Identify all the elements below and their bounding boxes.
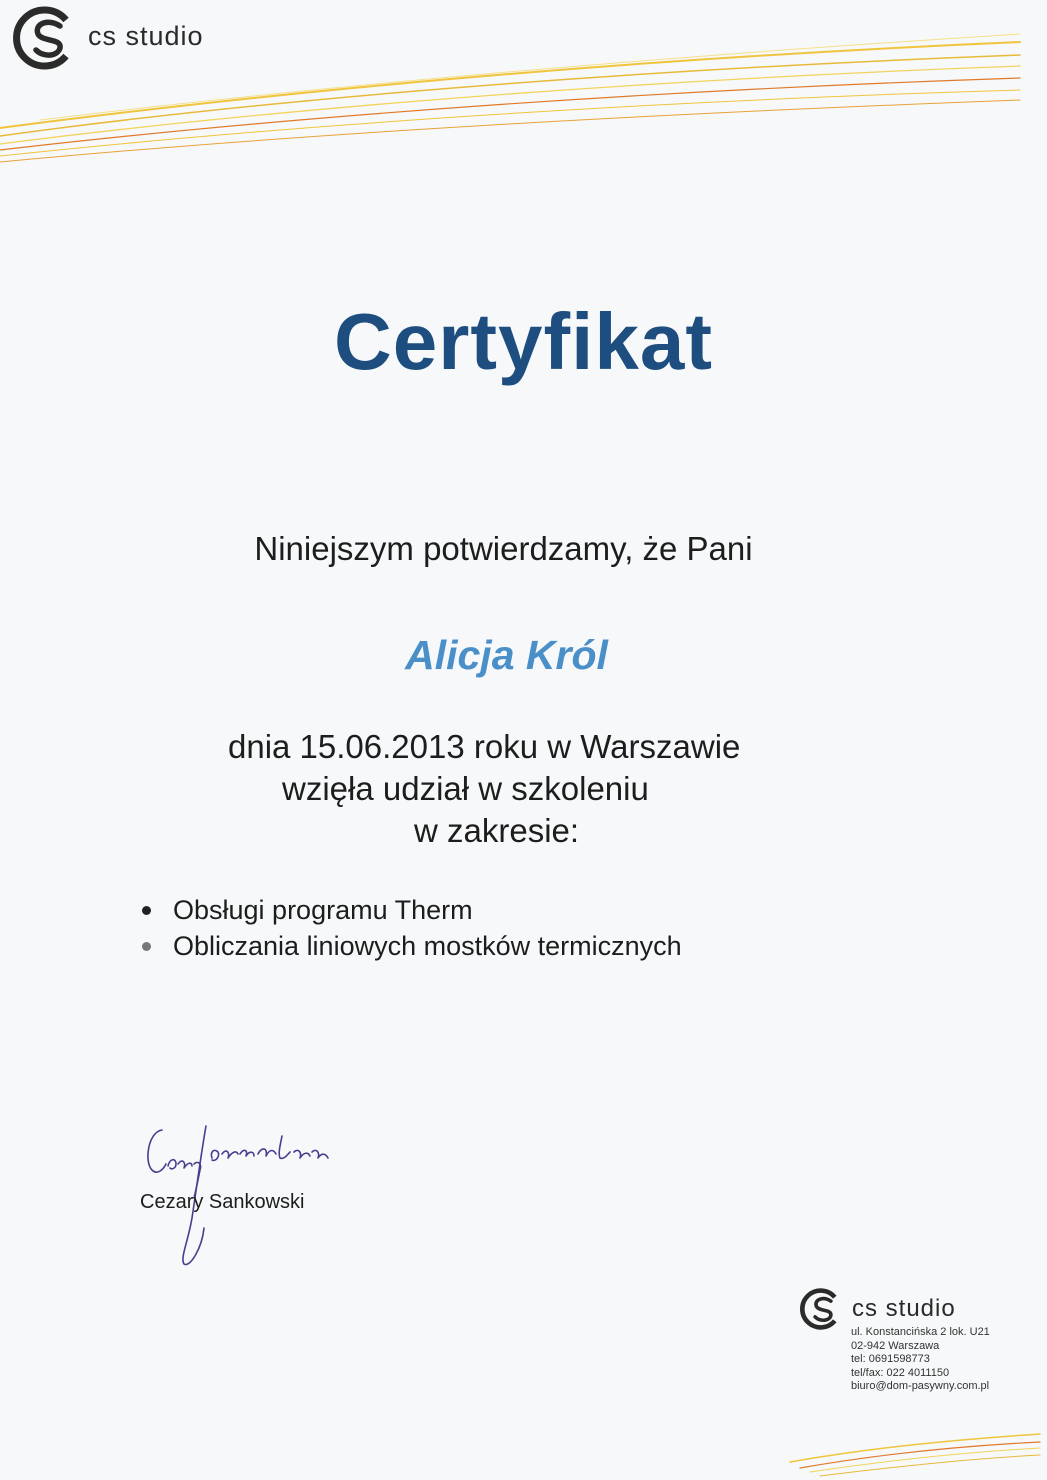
body-line-participation: wzięła udział w szkoleniu [282, 770, 649, 807]
bullet-icon [142, 906, 151, 915]
footer-logo-text: cs studio [852, 1295, 956, 1322]
address-phone: tel: 0691598773 [851, 1353, 930, 1365]
footer-address [851, 1326, 990, 1394]
cs-studio-logo-icon [798, 1286, 844, 1332]
bullet-icon [142, 942, 151, 951]
body-line-scope: w zakresie: [414, 812, 580, 849]
topic-text: Obsługi programu Therm [173, 895, 473, 925]
address-street: ul. Konstancińska 2 lok. U21 [851, 1326, 990, 1338]
certificate-title: Certyfikat [333, 297, 714, 386]
header-logo-text: cs studio [88, 20, 204, 51]
topics-list [138, 892, 682, 964]
recipient-name: Alicja Król [405, 632, 608, 678]
address-city: 02-942 Warszawa [851, 1339, 940, 1352]
topic-text: Obliczania liniowych mostków termicznych [173, 931, 682, 961]
list-item [138, 892, 682, 928]
list-item [138, 928, 682, 964]
signatory-name: Cezary Sankowski [140, 1191, 305, 1213]
intro-text: Niniejszym potwierdzamy, że Pani [254, 530, 753, 567]
address-fax: tel/fax: 022 4011150 [851, 1366, 950, 1379]
header-logo [10, 4, 204, 72]
body-line-date: dnia 15.06.2013 roku w Warszawie [228, 728, 741, 765]
address-email: biuro@dom-pasywny.com.pl [851, 1380, 990, 1392]
cs-studio-logo-icon [10, 4, 80, 72]
